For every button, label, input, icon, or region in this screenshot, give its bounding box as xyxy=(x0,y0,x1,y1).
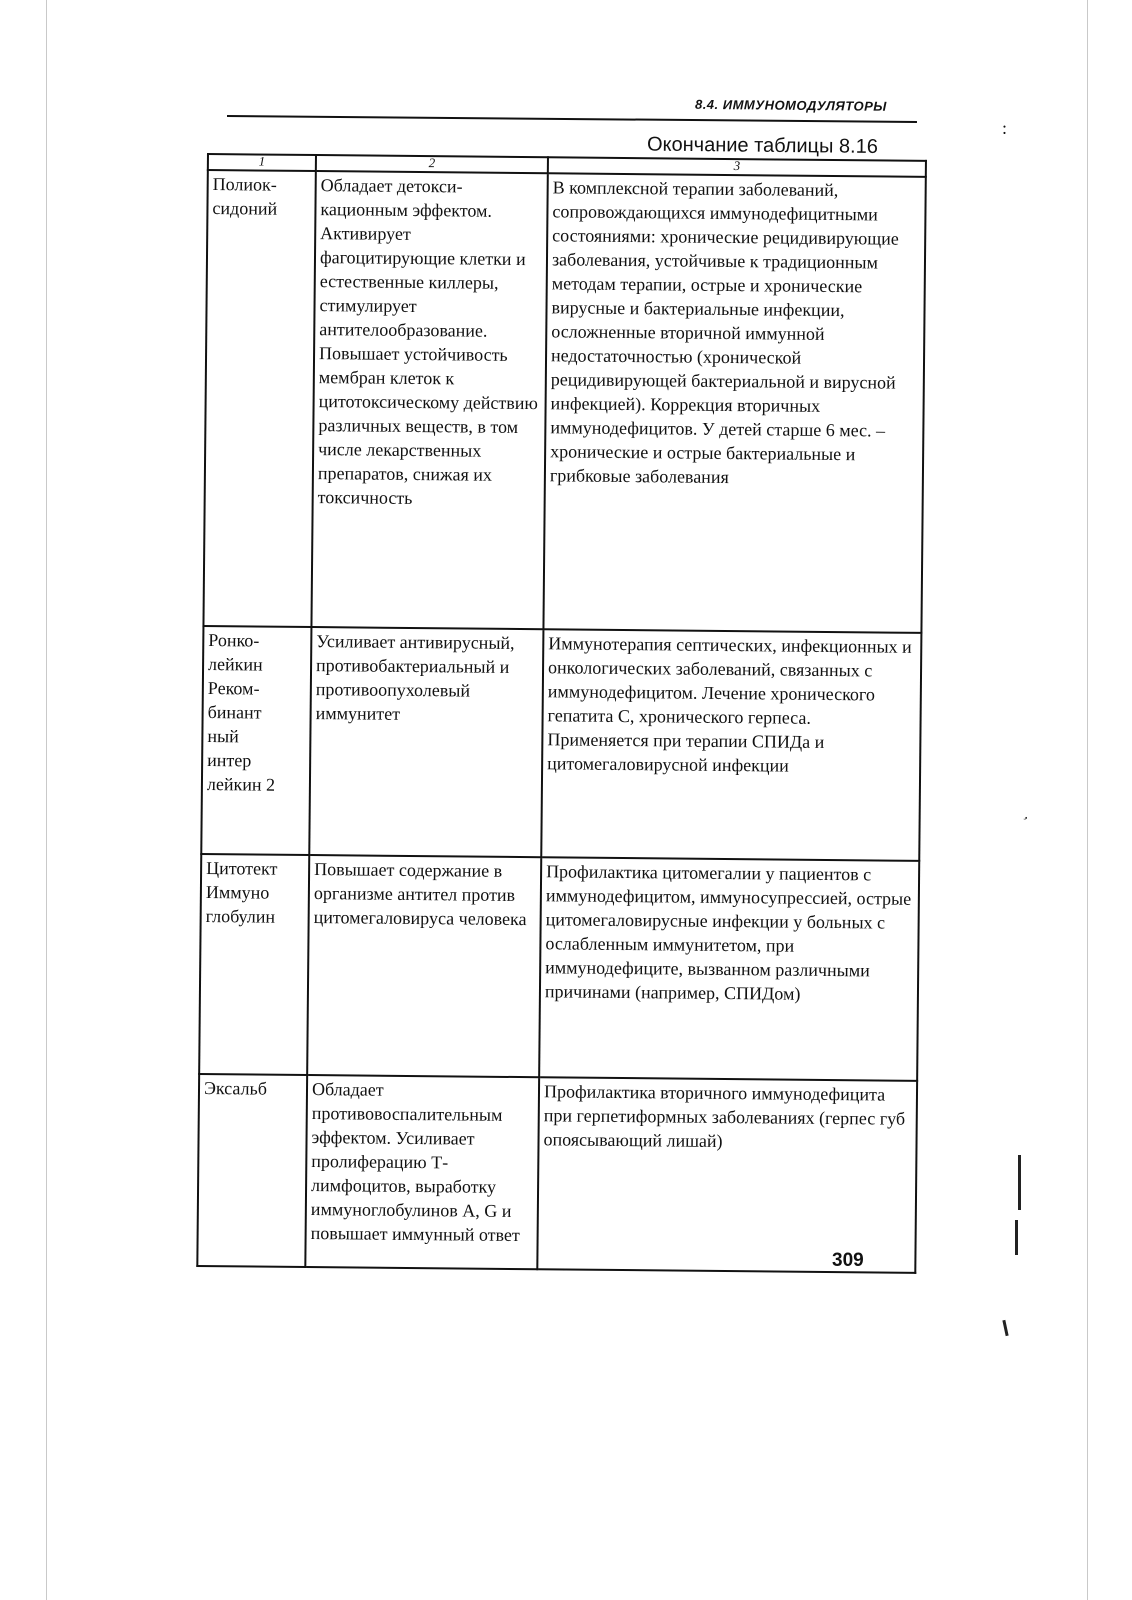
column-number: 2 xyxy=(316,155,548,173)
drug-name-cell: Полиок- сидоний xyxy=(203,170,315,627)
document-page xyxy=(46,0,1088,1600)
drug-name-cell: Ронко- лейкин Реком- бинант ный интер лейкин 2 xyxy=(201,626,311,855)
table-row xyxy=(201,626,921,861)
action-cell: Усиливает антивирусный, противобактериальный и противоопухолевый иммунитет xyxy=(309,627,543,857)
scan-artifact-line xyxy=(1015,1220,1018,1255)
table-continuation-caption: Окончание таблицы 8.16 xyxy=(646,133,879,158)
table-row xyxy=(203,170,925,633)
action-cell: Повышает содержание в организме антител против цитомегаловируса человека xyxy=(307,855,541,1077)
table-row xyxy=(199,854,919,1081)
page-number: 309 xyxy=(832,1250,864,1271)
running-head: 8.4. ИММУНОМОДУЛЯТОРЫ xyxy=(694,96,887,114)
header-rule xyxy=(227,115,917,123)
drug-name-cell: Эксальб xyxy=(197,1074,307,1267)
column-number: 1 xyxy=(208,154,316,171)
action-cell: Обладает противовоспалительным эффектом. Усиливает пролиферацию Т-лимфоцитов, выработку иммуноглобулинов A, G и повышает иммунный ответ xyxy=(305,1075,539,1269)
indication-cell: В комплексной терапии заболеваний, сопровождающихся иммунодефицитными состояниями: хронические рецидивирующие заболевания, устойчивые к традиционным методам терапии, острые и хронические вирусные и бактериальные инфекции, осложненные вторичной иммунной недостаточностью (хронической рецидивирующей бактериальной и вирусной инфекцией). Коррекция вторичных иммунодефицитов. У детей старше 6 мес. – хронические и острые бактериальные и грибковые заболевания xyxy=(543,173,925,633)
scan-artifact-line xyxy=(1018,1155,1021,1210)
scan-artifact-mark: : xyxy=(1002,118,1008,138)
indication-cell: Иммунотерапия септических, инфекционных и онкологических заболеваний, связанных с иммунодефицитом. Лечение хронического гепатита С, хронического герпеса. Применяется при терапии СПИДа и цитомегаловирусной инфекции xyxy=(541,629,921,861)
column-number: 3 xyxy=(548,157,926,177)
indication-cell: Профилактика вторичного иммунодефицита при герпетиформных заболеваниях (герпес губ опоясывающий лишай) xyxy=(537,1077,917,1273)
indication-cell: Профилактика цитомегалии у пациентов с иммунодефицитом, иммуносупрессией, острые цитомегаловирусные инфекции у больных с ослабленным иммунитетом, при иммунодефиците, вызванном различными причинами (например, СПИДом) xyxy=(539,857,919,1081)
scan-artifact-mark: , xyxy=(1021,808,1035,823)
drug-name-cell: Цитотект Иммуно глобулин xyxy=(199,854,309,1075)
table-container xyxy=(196,153,925,1274)
immunomodulators-table xyxy=(196,153,927,1274)
action-cell: Обладает детокси-кационным эффектом. Активирует фагоцитирующие клетки и естественные киллеры, стимулирует антителообразование. Повышает устойчивость мембран клеток к цитотоксическому действию различных веществ, в том числе лекарственных препаратов, снижая их токсичность xyxy=(311,171,547,629)
table-row xyxy=(197,1074,917,1273)
